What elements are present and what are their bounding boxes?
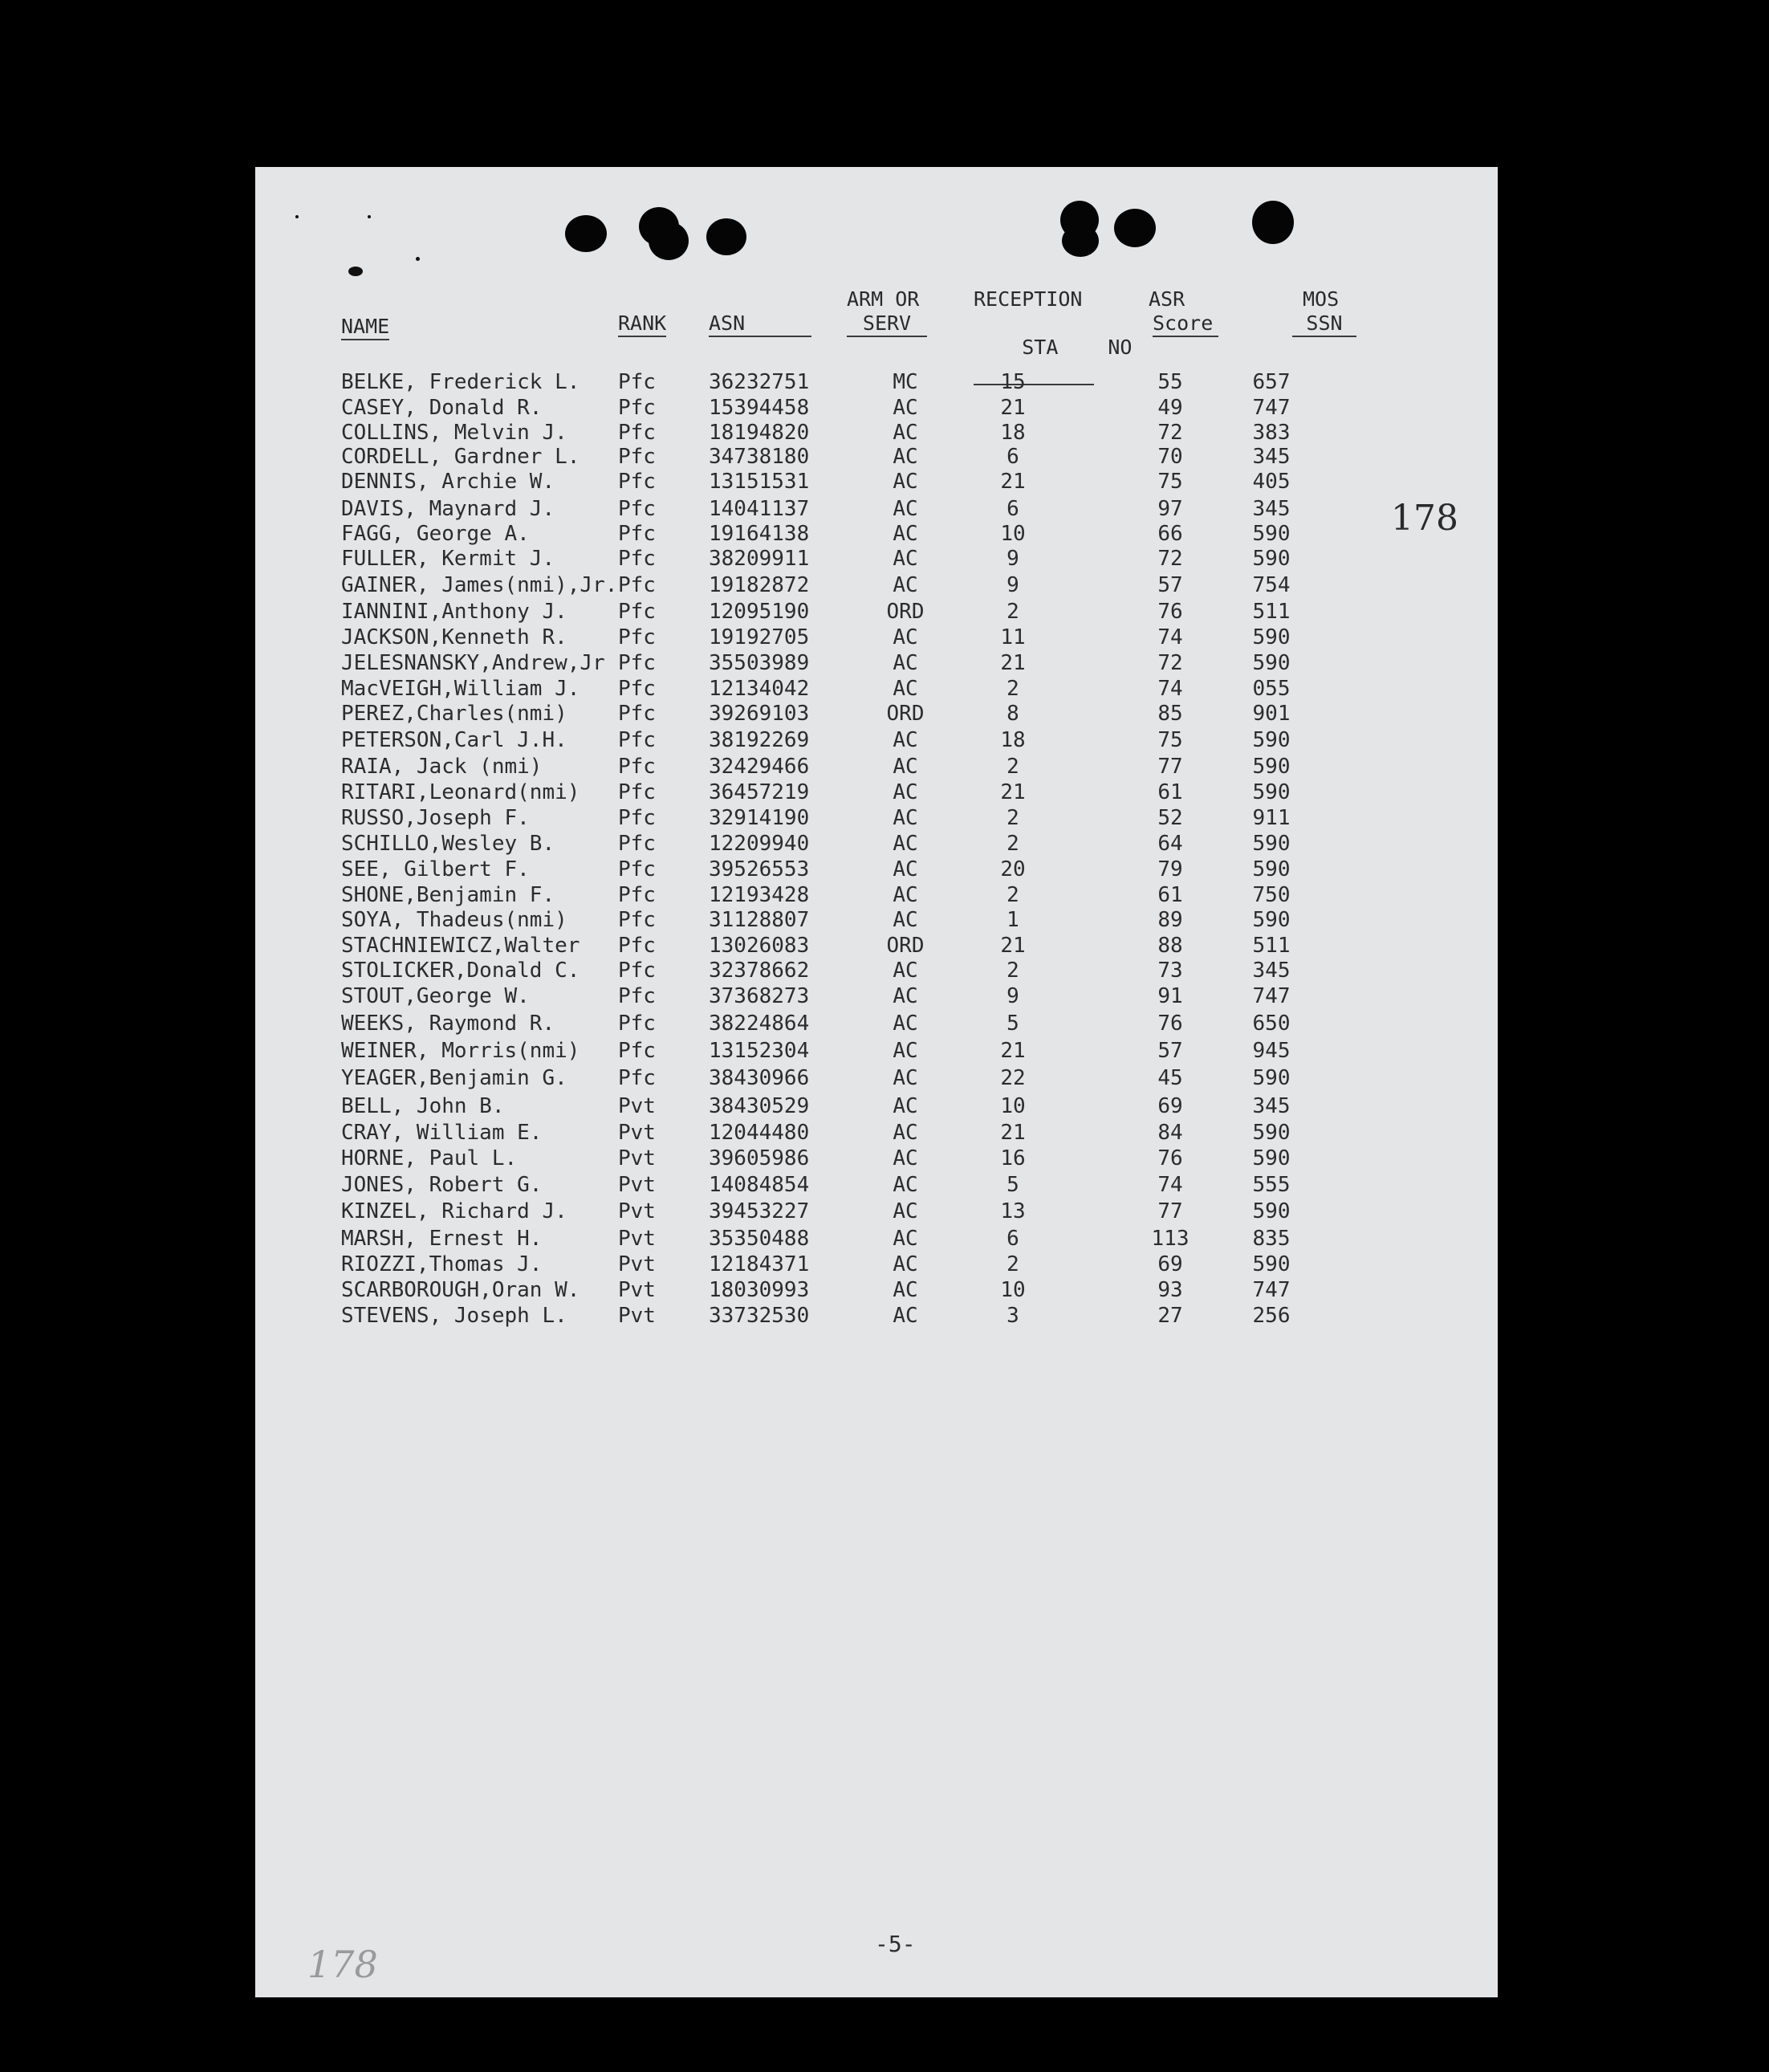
cell-rank: Pfc [618, 421, 656, 445]
cell-arm: ORD [886, 600, 925, 624]
cell-name: YEAGER,Benjamin G. [341, 1066, 567, 1090]
cell-asn: 12044480 [709, 1121, 810, 1145]
cell-mos: 754 [1252, 573, 1291, 597]
cell-name: RITARI,Leonard(nmi) [341, 780, 580, 804]
cell-mos: 590 [1252, 728, 1291, 752]
cell-mos: 590 [1252, 1146, 1291, 1170]
cell-name: SCARBOROUGH,Oran W. [341, 1278, 580, 1302]
cell-arm: AC [893, 1012, 918, 1036]
cell-arm: AC [893, 1094, 918, 1118]
cell-sta: 21 [1000, 1121, 1026, 1145]
stamped-page-number: 178 [1391, 498, 1458, 539]
cell-asr: 52 [1157, 806, 1183, 830]
cell-arm: AC [893, 1039, 918, 1063]
cell-sta: 8 [1007, 702, 1019, 726]
cell-arm: AC [893, 1304, 918, 1328]
cell-sta: 2 [1007, 755, 1019, 779]
cell-asr: 73 [1157, 959, 1183, 983]
cell-name: SHONE,Benjamin F. [341, 883, 555, 907]
cell-arm: AC [893, 522, 918, 546]
cell-rank: Pfc [618, 883, 656, 907]
cell-mos: 590 [1252, 908, 1291, 932]
cell-rank: Pfc [618, 370, 656, 394]
cell-sta: 21 [1000, 470, 1026, 494]
cell-arm: AC [893, 421, 918, 445]
cell-mos: 835 [1252, 1227, 1291, 1251]
cell-name: SOYA, Thadeus(nmi) [341, 908, 567, 932]
cell-mos: 590 [1252, 1066, 1291, 1090]
cell-asn: 12193428 [709, 883, 810, 907]
cell-asr: 89 [1157, 908, 1183, 932]
cell-mos: 345 [1252, 497, 1291, 521]
cell-sta: 5 [1007, 1173, 1019, 1197]
cell-asn: 13151531 [709, 470, 810, 494]
header-sta: STA [1022, 336, 1059, 359]
cell-sta: 21 [1000, 780, 1026, 804]
cell-asn: 36457219 [709, 780, 810, 804]
cell-name: PEREZ,Charles(nmi) [341, 702, 567, 726]
cell-sta: 2 [1007, 600, 1019, 624]
cell-mos: 590 [1252, 547, 1291, 571]
cell-arm: AC [893, 755, 918, 779]
cell-sta: 22 [1000, 1066, 1026, 1090]
cell-mos: 511 [1252, 934, 1291, 958]
cell-rank: Pfc [618, 547, 656, 571]
cell-asr: 85 [1157, 702, 1183, 726]
cell-asn: 38224864 [709, 1012, 810, 1036]
cell-asr: 69 [1157, 1094, 1183, 1118]
cell-name: SCHILLO,Wesley B. [341, 832, 555, 856]
cell-asr: 49 [1157, 396, 1183, 420]
cell-asn: 38430529 [709, 1094, 810, 1118]
cell-sta: 21 [1000, 396, 1026, 420]
cell-arm: AC [893, 832, 918, 856]
cell-rank: Pfc [618, 445, 656, 469]
cell-sta: 2 [1007, 883, 1019, 907]
cell-asr: 75 [1157, 470, 1183, 494]
cell-rank: Pfc [618, 573, 656, 597]
header-mos-line1: MOS [1303, 287, 1340, 311]
cell-rank: Pfc [618, 1012, 656, 1036]
cell-asr: 76 [1157, 600, 1183, 624]
cell-rank: Pvt [618, 1278, 656, 1302]
cell-asr: 70 [1157, 445, 1183, 469]
cell-asr: 79 [1157, 857, 1183, 881]
cell-arm: AC [893, 1121, 918, 1145]
cell-sta: 6 [1007, 497, 1019, 521]
cell-name: STEVENS, Joseph L. [341, 1304, 567, 1328]
cell-asn: 32378662 [709, 959, 810, 983]
cell-arm: AC [893, 1278, 918, 1302]
cell-mos: 555 [1252, 1173, 1291, 1197]
cell-asn: 14084854 [709, 1173, 810, 1197]
cell-asr: 69 [1157, 1252, 1183, 1276]
cell-asr: 27 [1157, 1304, 1183, 1328]
cell-mos: 590 [1252, 857, 1291, 881]
header-asr-line1: ASR [1149, 287, 1185, 311]
cell-arm: ORD [886, 934, 925, 958]
cell-sta: 10 [1000, 522, 1026, 546]
cell-mos: 256 [1252, 1304, 1291, 1328]
cell-mos: 750 [1252, 883, 1291, 907]
cell-asr: 57 [1157, 573, 1183, 597]
cell-asn: 18030993 [709, 1278, 810, 1302]
cell-asr: 76 [1157, 1012, 1183, 1036]
cell-rank: Pvt [618, 1121, 656, 1145]
cell-mos: 911 [1252, 806, 1291, 830]
cell-arm: AC [893, 1252, 918, 1276]
cell-mos: 590 [1252, 625, 1291, 649]
cell-asn: 12209940 [709, 832, 810, 856]
cell-name: STOLICKER,Donald C. [341, 959, 580, 983]
cell-mos: 590 [1252, 780, 1291, 804]
cell-name: WEINER, Morris(nmi) [341, 1039, 580, 1063]
cell-asn: 38430966 [709, 1066, 810, 1090]
cell-asn: 38192269 [709, 728, 810, 752]
cell-mos: 945 [1252, 1039, 1291, 1063]
cell-rank: Pfc [618, 832, 656, 856]
cell-sta: 6 [1007, 445, 1019, 469]
cell-sta: 15 [1000, 370, 1026, 394]
cell-rank: Pfc [618, 908, 656, 932]
header-arm-line2: SERV [847, 311, 927, 337]
cell-arm: AC [893, 984, 918, 1008]
cell-sta: 16 [1000, 1146, 1026, 1170]
cell-name: MacVEIGH,William J. [341, 677, 580, 701]
cell-mos: 650 [1252, 1012, 1291, 1036]
cell-asn: 13152304 [709, 1039, 810, 1063]
cell-name: RIOZZI,Thomas J. [341, 1252, 543, 1276]
cell-asn: 32914190 [709, 806, 810, 830]
cell-asr: 72 [1157, 421, 1183, 445]
cell-arm: AC [893, 1227, 918, 1251]
table-row [255, 1062, 1498, 1094]
cell-rank: Pfc [618, 396, 656, 420]
cell-asr: 72 [1157, 651, 1183, 675]
cell-name: BELKE, Frederick L. [341, 370, 580, 394]
cell-asn: 31128807 [709, 908, 810, 932]
cell-rank: Pfc [618, 677, 656, 701]
cell-asr: 77 [1157, 755, 1183, 779]
cell-mos: 901 [1252, 702, 1291, 726]
cell-asn: 19182872 [709, 573, 810, 597]
cell-mos: 590 [1252, 1199, 1291, 1223]
cell-mos: 747 [1252, 1278, 1291, 1302]
cell-asn: 12134042 [709, 677, 810, 701]
cell-name: CRAY, William E. [341, 1121, 543, 1145]
cell-asr: 74 [1157, 677, 1183, 701]
cell-asn: 35503989 [709, 651, 810, 675]
cell-asr: 93 [1157, 1278, 1183, 1302]
cell-asr: 113 [1151, 1227, 1190, 1251]
cell-rank: Pfc [618, 1039, 656, 1063]
cell-rank: Pfc [618, 984, 656, 1008]
cell-asn: 12095190 [709, 600, 810, 624]
cell-mos: 590 [1252, 651, 1291, 675]
cell-arm: AC [893, 651, 918, 675]
cell-sta: 2 [1007, 677, 1019, 701]
document-page [255, 167, 1498, 1997]
cell-sta: 10 [1000, 1278, 1026, 1302]
cell-sta: 9 [1007, 984, 1019, 1008]
cell-asr: 75 [1157, 728, 1183, 752]
cell-rank: Pfc [618, 934, 656, 958]
cell-asn: 19164138 [709, 522, 810, 546]
cell-name: GAINER, James(nmi),Jr. [341, 573, 618, 597]
cell-name: IANNINI,Anthony J. [341, 600, 567, 624]
cell-asn: 14041137 [709, 497, 810, 521]
cell-arm: AC [893, 677, 918, 701]
cell-arm: AC [893, 625, 918, 649]
cell-rank: Pfc [618, 522, 656, 546]
cell-asn: 33732530 [709, 1304, 810, 1328]
cell-arm: ORD [886, 702, 925, 726]
cell-name: KINZEL, Richard J. [341, 1199, 567, 1223]
cell-rank: Pvt [618, 1252, 656, 1276]
cell-name: JELESNANSKY,Andrew,Jr [341, 651, 605, 675]
cell-sta: 21 [1000, 651, 1026, 675]
cell-asn: 32429466 [709, 755, 810, 779]
cell-asr: 57 [1157, 1039, 1183, 1063]
cell-name: WEEKS, Raymond R. [341, 1012, 555, 1036]
cell-name: JACKSON,Kenneth R. [341, 625, 567, 649]
cell-mos: 345 [1252, 1094, 1291, 1118]
cell-name: MARSH, Ernest H. [341, 1227, 543, 1251]
cell-rank: Pvt [618, 1304, 656, 1328]
cell-arm: AC [893, 445, 918, 469]
cell-name: DENNIS, Archie W. [341, 470, 555, 494]
header-asn: ASN [709, 311, 811, 337]
cell-rank: Pfc [618, 702, 656, 726]
cell-sta: 13 [1000, 1199, 1026, 1223]
cell-arm: AC [893, 908, 918, 932]
cell-sta: 2 [1007, 1252, 1019, 1276]
header-asr-line2: Score [1153, 311, 1218, 337]
cell-asn: 36232751 [709, 370, 810, 394]
cell-rank: Pfc [618, 470, 656, 494]
cell-rank: Pfc [618, 857, 656, 881]
cell-arm: AC [893, 1066, 918, 1090]
cell-mos: 590 [1252, 1121, 1291, 1145]
cell-asn: 34738180 [709, 445, 810, 469]
cell-asr: 64 [1157, 832, 1183, 856]
header-reception: RECEPTION [974, 287, 1083, 311]
cell-asr: 61 [1157, 883, 1183, 907]
cell-rank: Pfc [618, 600, 656, 624]
cell-asn: 39526553 [709, 857, 810, 881]
cell-asr: 72 [1157, 547, 1183, 571]
cell-rank: Pfc [618, 651, 656, 675]
cell-sta: 20 [1000, 857, 1026, 881]
cell-rank: Pfc [618, 728, 656, 752]
cell-arm: AC [893, 959, 918, 983]
cell-asr: 61 [1157, 780, 1183, 804]
cell-rank: Pfc [618, 780, 656, 804]
cell-name: DAVIS, Maynard J. [341, 497, 555, 521]
cell-name: HORNE, Paul L. [341, 1146, 518, 1170]
cell-asr: 45 [1157, 1066, 1183, 1090]
header-name: NAME [341, 315, 389, 340]
cell-mos: 747 [1252, 984, 1291, 1008]
cell-name: JONES, Robert G. [341, 1173, 543, 1197]
cell-rank: Pvt [618, 1173, 656, 1197]
cell-name: CASEY, Donald R. [341, 396, 543, 420]
cell-rank: Pfc [618, 755, 656, 779]
cell-arm: AC [893, 396, 918, 420]
cell-asr: 76 [1157, 1146, 1183, 1170]
cell-sta: 21 [1000, 1039, 1026, 1063]
cell-mos: 345 [1252, 959, 1291, 983]
cell-asn: 35350488 [709, 1227, 810, 1251]
cell-name: PETERSON,Carl J.H. [341, 728, 567, 752]
cell-mos: 405 [1252, 470, 1291, 494]
cell-sta: 9 [1007, 547, 1019, 571]
cell-asr: 97 [1157, 497, 1183, 521]
header-arm-line1: ARM OR [847, 287, 920, 311]
cell-name: COLLINS, Melvin J. [341, 421, 567, 445]
cell-rank: Pvt [618, 1227, 656, 1251]
cell-rank: Pfc [618, 497, 656, 521]
cell-asn: 13026083 [709, 934, 810, 958]
cell-name: FULLER, Kermit J. [341, 547, 555, 571]
cell-rank: Pvt [618, 1199, 656, 1223]
cell-asr: 88 [1157, 934, 1183, 958]
cell-name: FAGG, George A. [341, 522, 530, 546]
cell-rank: Pfc [618, 806, 656, 830]
cell-mos: 383 [1252, 421, 1291, 445]
cell-sta: 11 [1000, 625, 1026, 649]
cell-rank: Pfc [618, 959, 656, 983]
cell-arm: AC [893, 573, 918, 597]
cell-sta: 2 [1007, 832, 1019, 856]
cell-asn: 39453227 [709, 1199, 810, 1223]
cell-arm: AC [893, 883, 918, 907]
cell-name: STOUT,George W. [341, 984, 530, 1008]
cell-sta: 10 [1000, 1094, 1026, 1118]
table-row [255, 1300, 1498, 1332]
cell-asr: 66 [1157, 522, 1183, 546]
header-no: NO [1108, 336, 1133, 359]
cell-sta: 2 [1007, 959, 1019, 983]
cell-mos: 511 [1252, 600, 1291, 624]
cell-arm: AC [893, 728, 918, 752]
cell-asn: 12184371 [709, 1252, 810, 1276]
roster-table [255, 167, 1498, 1997]
cell-asn: 39605986 [709, 1146, 810, 1170]
cell-arm: AC [893, 1199, 918, 1223]
cell-arm: AC [893, 780, 918, 804]
cell-mos: 590 [1252, 755, 1291, 779]
cell-asn: 18194820 [709, 421, 810, 445]
pencil-note: 178 [307, 1943, 378, 1986]
cell-name: BELL, John B. [341, 1094, 505, 1118]
cell-asn: 38209911 [709, 547, 810, 571]
cell-rank: Pvt [618, 1146, 656, 1170]
cell-mos: 590 [1252, 832, 1291, 856]
cell-sta: 21 [1000, 934, 1026, 958]
cell-arm: AC [893, 470, 918, 494]
cell-name: RAIA, Jack (nmi) [341, 755, 543, 779]
cell-asr: 74 [1157, 1173, 1183, 1197]
header-rank: RANK [618, 311, 666, 337]
cell-name: RUSSO,Joseph F. [341, 806, 530, 830]
page-number: -5- [875, 1931, 916, 1957]
cell-sta: 9 [1007, 573, 1019, 597]
cell-arm: AC [893, 547, 918, 571]
cell-asn: 19192705 [709, 625, 810, 649]
cell-mos: 345 [1252, 445, 1291, 469]
cell-arm: MC [893, 370, 918, 394]
cell-rank: Pfc [618, 625, 656, 649]
cell-asr: 77 [1157, 1199, 1183, 1223]
cell-mos: 657 [1252, 370, 1291, 394]
cell-asr: 84 [1157, 1121, 1183, 1145]
cell-sta: 1 [1007, 908, 1019, 932]
cell-asn: 39269103 [709, 702, 810, 726]
cell-sta: 18 [1000, 728, 1026, 752]
header-mos-line2: SSN [1292, 311, 1356, 337]
cell-asn: 15394458 [709, 396, 810, 420]
cell-asn: 37368273 [709, 984, 810, 1008]
cell-sta: 3 [1007, 1304, 1019, 1328]
cell-mos: 590 [1252, 522, 1291, 546]
cell-arm: AC [893, 1173, 918, 1197]
cell-asr: 55 [1157, 370, 1183, 394]
cell-arm: AC [893, 806, 918, 830]
cell-rank: Pvt [618, 1094, 656, 1118]
cell-mos: 590 [1252, 1252, 1291, 1276]
cell-name: STACHNIEWICZ,Walter [341, 934, 580, 958]
cell-arm: AC [893, 1146, 918, 1170]
cell-sta: 6 [1007, 1227, 1019, 1251]
cell-mos: 747 [1252, 396, 1291, 420]
cell-name: SEE, Gilbert F. [341, 857, 530, 881]
cell-arm: AC [893, 497, 918, 521]
cell-sta: 18 [1000, 421, 1026, 445]
cell-sta: 5 [1007, 1012, 1019, 1036]
cell-rank: Pfc [618, 1066, 656, 1090]
cell-asr: 74 [1157, 625, 1183, 649]
cell-asr: 91 [1157, 984, 1183, 1008]
cell-sta: 2 [1007, 806, 1019, 830]
cell-name: CORDELL, Gardner L. [341, 445, 580, 469]
cell-arm: AC [893, 857, 918, 881]
cell-mos: 055 [1252, 677, 1291, 701]
